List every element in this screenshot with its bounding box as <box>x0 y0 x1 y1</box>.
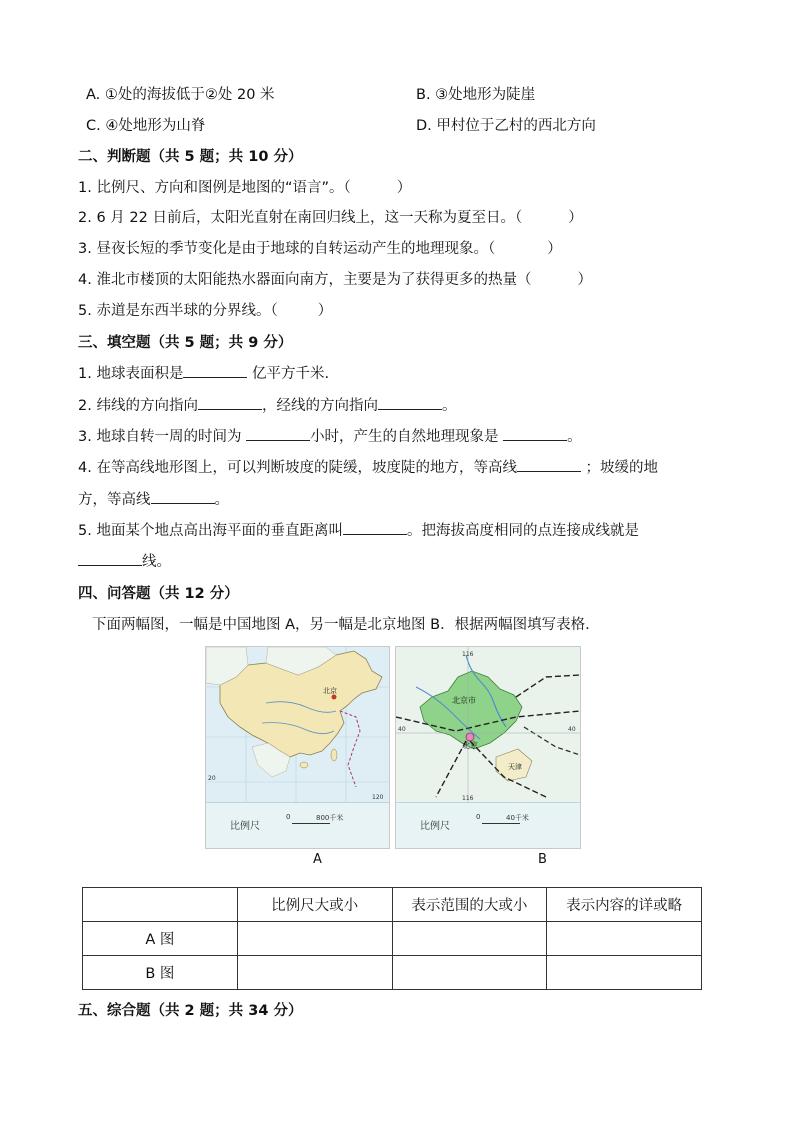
section2-heading: 二、判断题（共 5 题；共 10 分） <box>78 149 303 165</box>
fill-q4-end: 。 <box>214 492 229 508</box>
fill-q2 <box>78 394 456 415</box>
judge-q4 <box>78 268 592 289</box>
fill-q5-cont <box>78 550 171 571</box>
table-header-cell <box>83 888 238 922</box>
fill-q1-text: 1. 地球表面积是 <box>78 366 184 382</box>
beijing-map-lat-right: 40 <box>568 726 576 733</box>
beijing-map <box>395 646 581 849</box>
table-answer-cell[interactable] <box>237 956 392 990</box>
china-map-legend <box>206 802 389 848</box>
scale-distance: 40千米 <box>506 814 529 822</box>
china-map-city-label: 北京 <box>323 687 337 695</box>
table-answer-cell[interactable] <box>237 922 392 956</box>
china-map-graphic <box>206 647 389 803</box>
fill-q2-text-2: ，经线的方向指向 <box>261 398 378 414</box>
option-a: A. ①处的海拔低于②处 20 米 <box>86 87 275 103</box>
tianjin-label: 天津 <box>508 763 522 771</box>
beijing-map-lat-left: 40 <box>398 726 406 733</box>
fill-q1-unit: 亿平方千米. <box>247 366 330 382</box>
section4-intro: 下面两幅图，一幅是中国地图 A，另一幅是北京地图 B．根据两幅图填写表格. <box>92 617 590 633</box>
map-comparison-table <box>82 887 702 990</box>
scale-label: 比例尺 <box>230 821 260 832</box>
paren-close: ） <box>568 210 583 226</box>
table-header-cell: 表示范围的大或小 <box>392 888 547 922</box>
beijing-map-lon-top: 116 <box>462 651 474 658</box>
table-header-row <box>83 888 702 922</box>
option-b: B. ③处地形为陡崖 <box>416 87 536 103</box>
fill-q3 <box>78 425 582 446</box>
fill-q4 <box>78 456 658 477</box>
fill-q3-text-2: 小时，产生的自然地理现象是 <box>310 429 504 445</box>
section3-heading: 三、填空题（共 5 题；共 9 分） <box>78 335 293 351</box>
beijing-map-graphic <box>396 647 580 803</box>
beijing-map-lon-bottom: 116 <box>462 795 474 802</box>
beijing-center-marker <box>466 733 474 741</box>
answer-blank[interactable] <box>246 426 310 441</box>
option-c: C. ④处地形为山脊 <box>86 118 206 134</box>
table-row-label: B 图 <box>83 956 238 990</box>
china-map-lon-label: 120 <box>372 794 384 801</box>
paren-close: ） <box>396 180 412 196</box>
judge-q1-text: 1. 比例尺、方向和图例是地图的“语言”。（ <box>78 180 351 196</box>
fill-q3-end: 。 <box>567 429 582 445</box>
judge-q2 <box>78 206 583 227</box>
fill-q5-text: 5. 地面某个地点高出海平面的垂直距离叫 <box>78 523 343 539</box>
paren-close: ） <box>577 272 592 288</box>
answer-blank[interactable] <box>198 395 262 410</box>
answer-blank[interactable] <box>183 363 247 378</box>
answer-blank[interactable] <box>343 520 407 535</box>
section5-heading: 五、综合题（共 2 题；共 34 分） <box>78 1003 303 1019</box>
judge-q2-text: 2. 6 月 22 日前后，太阳光直射在南回归线上，这一天称为夏至日。（ <box>78 210 523 226</box>
section4-heading: 四、问答题（共 12 分） <box>78 586 239 602</box>
answer-blank[interactable] <box>78 551 142 566</box>
fill-q4-text-2: ；坡缓的地 <box>580 460 659 476</box>
paren-close: ） <box>317 303 333 319</box>
fill-q3-text: 3. 地球自转一周的时间为 <box>78 429 247 445</box>
beijing-map-city-label: 北京 <box>462 741 478 750</box>
fill-q2-end: 。 <box>441 398 457 414</box>
scale-zero: 0 <box>286 813 291 821</box>
fill-q4-text: 4. 在等高线地形图上，可以判断坡度的陡缓，坡度陡的地方，等高线 <box>78 460 517 476</box>
table-header-cell: 比例尺大或小 <box>237 888 392 922</box>
judge-q5 <box>78 299 332 320</box>
china-map-lat-label: 20 <box>208 775 216 782</box>
table-answer-cell[interactable] <box>392 922 547 956</box>
judge-q1 <box>78 176 411 197</box>
table-header-cell: 表示内容的详或略 <box>547 888 702 922</box>
table-answer-cell[interactable] <box>547 922 702 956</box>
fill-q4-cont <box>78 488 229 509</box>
beijing-marker <box>332 695 337 700</box>
map-a-caption: A <box>313 852 322 867</box>
fill-q4-text-3: 方，等高线 <box>78 492 151 508</box>
judge-q3 <box>78 237 562 258</box>
fill-q5-text-2: 。把海拔高度相同的点连接成线就是 <box>406 523 639 539</box>
judge-q3-text: 3. 昼夜长短的季节变化是由于地球的自转运动产生的地理现象。（ <box>78 241 496 257</box>
answer-blank[interactable] <box>503 426 567 441</box>
china-map <box>205 646 390 849</box>
answer-blank[interactable] <box>378 395 442 410</box>
table-row <box>83 956 702 990</box>
table-row <box>83 922 702 956</box>
judge-q4-text: 4. 淮北市楼顶的太阳能热水器面向南方，主要是为了获得更多的热量（ <box>78 272 532 288</box>
scale-label: 比例尺 <box>420 821 450 832</box>
table-answer-cell[interactable] <box>547 956 702 990</box>
fill-q2-text: 2. 纬线的方向指向 <box>78 398 198 414</box>
answer-blank[interactable] <box>517 457 581 472</box>
table-answer-cell[interactable] <box>392 956 547 990</box>
paren-close: ） <box>547 241 562 257</box>
fill-q1 <box>78 362 329 383</box>
scale-bar <box>292 823 330 824</box>
judge-q5-text: 5. 赤道是东西半球的分界线。（ <box>78 303 278 319</box>
option-d: D. 甲村位于乙村的西北方向 <box>416 118 596 134</box>
scale-bar <box>482 823 520 824</box>
table-row-label: A 图 <box>83 922 238 956</box>
beijing-map-legend <box>396 802 580 848</box>
answer-blank[interactable] <box>151 489 215 504</box>
scale-zero: 0 <box>476 813 481 821</box>
fill-q5 <box>78 519 639 540</box>
fill-q5-end: 线。 <box>142 554 171 570</box>
beijing-region-label: 北京市 <box>452 696 476 705</box>
scale-distance: 800千米 <box>316 814 344 822</box>
map-b-caption: B <box>538 852 547 867</box>
